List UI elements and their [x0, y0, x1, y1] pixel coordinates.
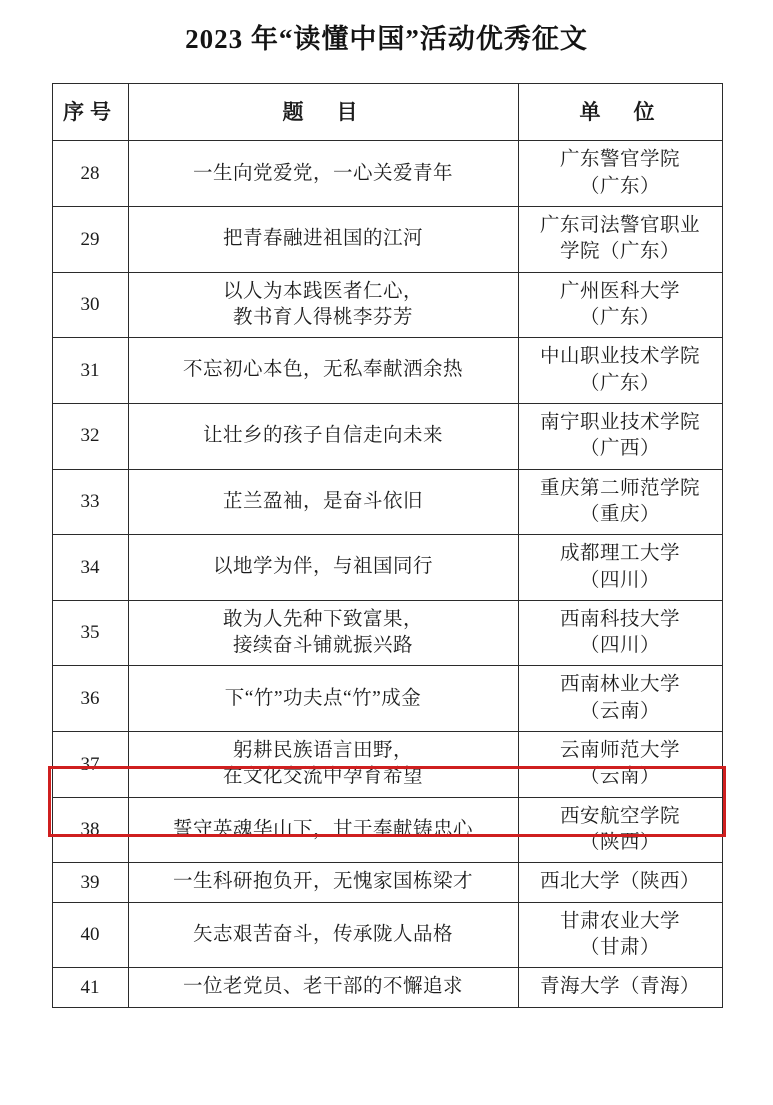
text-line: （广西） [579, 438, 660, 460]
cell-essay-title [128, 272, 518, 338]
text-line: 敢为人先种下致富果， [222, 608, 423, 630]
text-line: 以地学为伴，与祖国同行 [212, 556, 433, 578]
text-line: 躬耕民族语言田野， [232, 740, 413, 762]
column-header-unit: 单 位 [518, 84, 722, 141]
award-table-container [52, 83, 722, 1007]
table-row [52, 207, 722, 273]
text-line: 矢志艰苦奋斗，传承陇人品格 [192, 923, 453, 945]
text-line: （云南） [579, 766, 660, 788]
table-row [52, 968, 722, 1007]
table-row [52, 863, 722, 902]
table-row [52, 797, 722, 863]
cell-institution [518, 469, 722, 535]
table-row [52, 666, 722, 732]
text-line: 下“竹”功夫点“竹”成金 [224, 687, 422, 709]
text-line: 学院（广东） [559, 241, 680, 263]
cell-essay-title [128, 968, 518, 1007]
page-title: 2023 年“读懂中国”活动优秀征文 [185, 24, 588, 54]
text-line: 一生科研抱负开，无愧家国栋梁才 [172, 871, 473, 893]
table-row [52, 338, 722, 404]
cell-serial-number: 38 [52, 797, 128, 863]
cell-serial-number: 41 [52, 968, 128, 1007]
text-line: 甘肃农业大学 [559, 910, 680, 932]
cell-institution [518, 732, 722, 798]
text-line: （四川） [579, 635, 660, 657]
text-line: （云南） [579, 700, 660, 722]
column-header-title: 题 目 [128, 84, 518, 141]
text-line: 南宁职业技术学院 [539, 411, 700, 433]
document-page [0, 22, 773, 1105]
text-line: 成都理工大学 [559, 543, 680, 565]
text-line: 在文化交流中孕育希望 [222, 766, 423, 788]
cell-serial-number: 29 [52, 207, 128, 273]
award-table [52, 83, 723, 1007]
table-row [52, 469, 722, 535]
cell-essay-title [128, 600, 518, 666]
text-line: （广东） [579, 307, 660, 328]
text-line: （广东） [579, 175, 660, 197]
text-line: 教书育人得桃李芬芳 [232, 307, 413, 328]
text-line: 让壮乡的孩子自信走向未来 [202, 425, 443, 447]
text-line: 以人为本践医者仁心， [222, 280, 423, 302]
cell-institution [518, 902, 722, 968]
cell-essay-title [128, 141, 518, 207]
text-line: 誓守英魂华山下，甘于奉献铸忠心 [172, 818, 473, 840]
cell-serial-number: 35 [52, 600, 128, 666]
cell-serial-number: 31 [52, 338, 128, 404]
cell-institution [518, 968, 722, 1007]
cell-essay-title [128, 732, 518, 798]
text-line: 西南科技大学 [559, 608, 680, 630]
text-line: 广东警官学院 [559, 149, 680, 171]
cell-essay-title [128, 338, 518, 404]
table-row [52, 272, 722, 338]
text-line: （四川） [579, 569, 660, 591]
text-line: 西安航空学院 [559, 805, 680, 827]
cell-institution [518, 141, 722, 207]
cell-essay-title [128, 469, 518, 535]
cell-essay-title [128, 797, 518, 863]
cell-serial-number: 33 [52, 469, 128, 535]
table-row [52, 732, 722, 798]
cell-institution [518, 403, 722, 469]
text-line: （重庆） [579, 503, 660, 525]
text-line: 西南林业大学 [559, 674, 680, 696]
cell-institution [518, 797, 722, 863]
cell-serial-number: 34 [52, 535, 128, 601]
column-header-no: 序号 [52, 84, 128, 141]
text-line: 西北大学（陕西） [539, 871, 700, 893]
text-line: 把青春融进祖国的江河 [222, 228, 423, 250]
cell-serial-number: 37 [52, 732, 128, 798]
cell-essay-title [128, 535, 518, 601]
cell-serial-number: 32 [52, 403, 128, 469]
cell-institution [518, 207, 722, 273]
text-line: 青海大学（青海） [539, 976, 700, 998]
table-row [52, 902, 722, 968]
cell-serial-number: 28 [52, 141, 128, 207]
cell-serial-number: 40 [52, 902, 128, 968]
table-row [52, 141, 722, 207]
table-row [52, 535, 722, 601]
text-line: 芷兰盈袖，是奋斗依旧 [222, 490, 423, 512]
text-line: （甘肃） [579, 936, 660, 958]
cell-institution [518, 338, 722, 404]
table-header [52, 84, 722, 141]
table-body [52, 141, 722, 1007]
table-row [52, 403, 722, 469]
cell-serial-number: 39 [52, 863, 128, 902]
text-line: （陕西） [579, 832, 660, 853]
table-header-row [52, 84, 722, 141]
cell-institution [518, 600, 722, 666]
cell-essay-title [128, 403, 518, 469]
text-line: 广州医科大学 [559, 280, 680, 302]
table-row [52, 600, 722, 666]
cell-essay-title [128, 902, 518, 968]
cell-serial-number: 30 [52, 272, 128, 338]
text-line: 重庆第二师范学院 [539, 477, 700, 499]
cell-essay-title [128, 666, 518, 732]
cell-institution [518, 863, 722, 902]
cell-institution [518, 535, 722, 601]
cell-institution [518, 272, 722, 338]
text-line: 中山职业技术学院 [539, 346, 700, 368]
text-line: 一生向党爱党，一心关爱青年 [192, 162, 453, 184]
cell-institution [518, 666, 722, 732]
cell-essay-title [128, 207, 518, 273]
cell-essay-title [128, 863, 518, 902]
text-line: 云南师范大学 [559, 740, 680, 762]
text-line: 广东司法警官职业 [539, 215, 700, 237]
text-line: （广东） [579, 372, 660, 394]
cell-serial-number: 36 [52, 666, 128, 732]
text-line: 不忘初心本色，无私奉献洒余热 [182, 359, 463, 381]
text-line: 一位老党员、老干部的不懈追求 [182, 976, 463, 998]
text-line: 接续奋斗铺就振兴路 [232, 635, 413, 657]
